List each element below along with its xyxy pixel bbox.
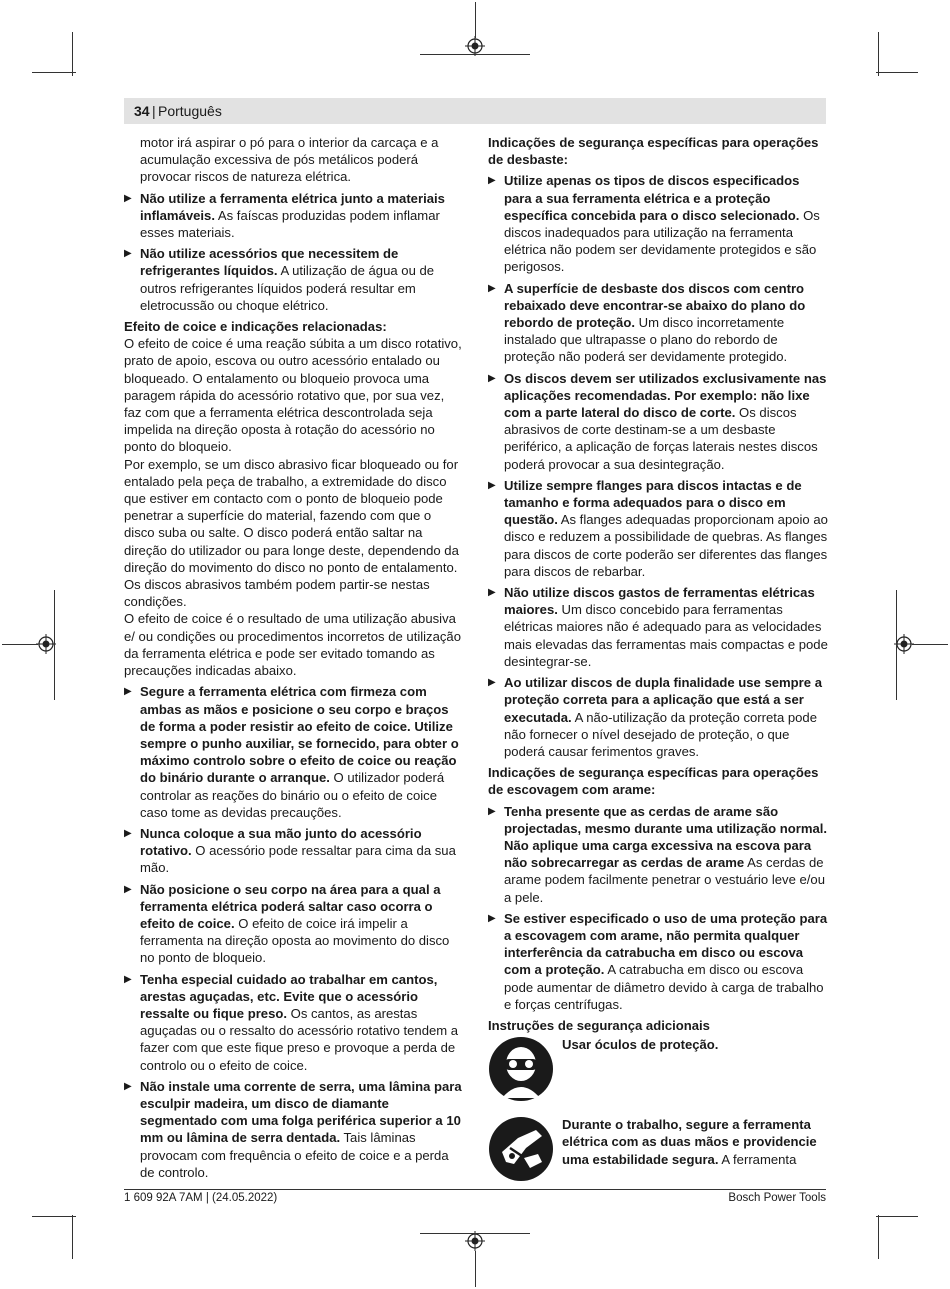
bullet-plain-text: As flanges adequadas proporcionam apoio ao disco e reduzem a possibilidade de quebras. As flanges para discos de corte poderão ser diferentes das flanges para discos de rebarbar. <box>504 512 828 579</box>
bullet-bold-text: Não utilize discos gastos de ferramentas elétricas maiores. <box>504 585 815 618</box>
bullet-item <box>488 172 828 275</box>
bullet-item <box>124 825 464 877</box>
bullet-triangle-icon: ▶ <box>488 479 496 491</box>
bullet-list <box>488 172 828 760</box>
bullet-bold-text: Não utilize acessórios que necessitem de refrigerantes líquidos. <box>140 246 399 279</box>
bullet-bold-text: A superfície de desbaste dos discos com centro rebaixado deve encontrar-se abaixo do plano do rebordo de proteção. <box>504 280 806 331</box>
crop-mark <box>2 644 38 645</box>
bullet-triangle-icon: ▶ <box>124 827 132 839</box>
bullet-plain-text: A utilização de água ou de outros refrigerantes líquidos poderá resultar em eletrocussão ou choque elétrico. <box>140 263 435 313</box>
crop-mark <box>54 590 55 700</box>
bullet-bold-text: Tenha presente que as cerdas de arame são projectadas, mesmo durante uma utilização normal. Não aplique uma carga excessiva na escova para não sobrecarregar as cerdas de arame <box>504 803 828 871</box>
bullet-item <box>124 245 464 314</box>
bullet-triangle-icon: ▶ <box>124 192 132 204</box>
bullet-triangle-icon: ▶ <box>124 883 132 895</box>
bullet-triangle-icon: ▶ <box>488 677 496 689</box>
bullet-bold-text: Utilize apenas os tipos de discos especificados para a sua ferramenta elétrica e a proteção específica concebida para o disco selecionado. <box>504 173 800 223</box>
bullet-bold-text: Não instale uma corrente de serra, uma lâmina para esculpir madeira, um disco de diamante segmentado com uma folga periférica superior a 10 mm ou lâmina de serra dentada. <box>140 1078 462 1146</box>
kickback-paragraph: O efeito de coice é uma reação súbita a um disco rotativo, prato de apoio, escova ou outro acessório entalado ou bloqueado. O entalamento ou bloqueio provoca uma paragem rápida do acessório rotativo que, por sua vez, faz com que a ferramenta elétrica descontrolada seja impelida na direção oposta à rotação do acessório no ponto do bloqueio. <box>124 336 462 455</box>
bullet-plain-text: A não-utilização da proteção correta pode não fornecer o nível desejado de proteção, o que poderá causar ferimentos graves. <box>504 709 817 759</box>
bullet-triangle-icon: ▶ <box>124 686 132 698</box>
crop-mark <box>878 1215 879 1259</box>
bullet-bold-text: Nunca coloque a sua mão junto do acessório rotativo. <box>140 825 422 859</box>
bullet-triangle-icon: ▶ <box>124 1080 132 1092</box>
bullet-item <box>124 683 464 821</box>
bullet-bold-text: Os discos devem ser utilizados exclusivamente nas aplicações recomendadas. Por exemplo: não lixe com a parte lateral do disco de corte. <box>504 370 827 421</box>
bullet-plain-text: Tais lâminas provocam com frequência o efeito de coice e a perda de controlo. <box>140 1130 449 1180</box>
right-column <box>488 134 828 1196</box>
bullet-triangle-icon: ▶ <box>488 587 496 599</box>
registration-mark-icon <box>894 634 914 654</box>
bullet-item <box>488 280 828 366</box>
crop-mark <box>420 1233 530 1234</box>
bullet-bold-text: Utilize sempre flanges para discos intactas e de tamanho e forma adequados para o disco em questão. <box>504 477 802 528</box>
kickback-paragraph: O efeito de coice é o resultado de uma utilização abusiva e/ ou condições ou procedimentos incorretos de utilização da ferramenta elétrica e pode ser evitado tomando as precauções indicadas abaixo. <box>124 611 461 679</box>
crop-mark <box>72 1215 73 1259</box>
bullet-item <box>124 881 464 967</box>
additional-heading: Instruções de segurança adicionais <box>488 1017 710 1033</box>
kickback-heading: Efeito de coice e indicações relacionadas: <box>124 319 387 335</box>
bullet-bold-text: Ao utilizar discos de dupla finalidade use sempre a proteção correta para a aplicação que está a ser executada. <box>504 675 822 725</box>
bullet-triangle-icon: ▶ <box>488 282 496 294</box>
crop-mark <box>896 590 897 700</box>
footer-doc-number: 1 609 92A 7AM | (24.05.2022) <box>124 1192 278 1204</box>
bullet-plain-text: O acessório pode ressaltar para cima da sua mão. <box>140 843 456 876</box>
header-language: Português <box>158 103 222 119</box>
crop-mark <box>32 1216 76 1217</box>
crop-mark <box>72 32 73 76</box>
bullet-plain-text: As cerdas de arame podem facilmente penetrar o vestuário leve e/ou a pele. <box>504 855 825 905</box>
bullet-item <box>124 190 464 242</box>
bullet-triangle-icon: ▶ <box>124 248 132 260</box>
bullet-bold-text: Não posicione o seu corpo na área para a qual a ferramenta elétrica poderá saltar caso ocorra o efeito de coice. <box>140 881 441 931</box>
registration-mark-icon <box>465 36 485 56</box>
bullet-list <box>124 190 464 314</box>
bullet-bold-text: Não utilize a ferramenta elétrica junto a materiais inflamáveis. <box>140 190 445 223</box>
bullet-triangle-icon: ▶ <box>124 973 132 985</box>
two-hands-grip-icon <box>488 1116 554 1182</box>
bullet-item <box>124 1078 464 1181</box>
header-separator: | <box>152 103 156 119</box>
bullet-plain-text: As faíscas produzidas podem inflamar esses materiais. <box>140 207 440 241</box>
page-number: 34 <box>134 103 150 119</box>
crop-mark <box>32 72 76 73</box>
icon-item-two-hands <box>488 1116 828 1196</box>
bullet-item <box>488 477 828 580</box>
bullet-list <box>488 803 828 1013</box>
crop-mark <box>878 32 879 76</box>
bullet-item <box>488 674 828 760</box>
bullet-bold-text: Segure a ferramenta elétrica com firmeza com ambas as mãos e posicione o seu corpo e braços de forma a poder resistir ao efeito de coice. Utilize sempre o punho auxiliar, se fornecido, para obter o máximo controlo sobre o efeito de coice ou reação do binário durante o arranque. <box>140 684 459 786</box>
intro-continuation: motor irá aspirar o pó para o interior da carcaça e a acumulação excessiva de pós metálicos poderá provocar riscos de natureza elétrica. <box>140 135 439 185</box>
footer-rule <box>124 1189 826 1190</box>
bullet-plain-text: O utilizador poderá controlar as reações do binário ou o efeito de coice caso tome as devidas precauções. <box>140 770 445 820</box>
crop-mark <box>475 2 476 38</box>
bullet-item <box>488 803 828 906</box>
crop-mark <box>420 54 530 55</box>
bullet-list <box>124 683 464 1181</box>
icon-item-plain: A ferramenta <box>718 1151 797 1167</box>
bullet-triangle-icon: ▶ <box>488 372 496 384</box>
crop-mark <box>475 1251 476 1287</box>
bullet-bold-text: Se estiver especificado o uso de uma proteção para a escovagem com arame, não permita qualquer interferência da catrabucha em disco ou escova com a proteção. <box>504 910 828 978</box>
crop-mark <box>876 72 918 73</box>
grinding-heading: Indicações de segurança específicas para operações de desbaste: <box>488 135 819 168</box>
page-header <box>124 98 826 124</box>
bullet-item <box>488 910 828 1013</box>
bullet-plain-text: Os discos inadequados para utilização na ferramenta elétrica não podem ser devidamente protegidos e são perigosos. <box>504 207 820 275</box>
bullet-plain-text: Um disco incorretamente instalado que ultrapasse o plano do rebordo de proteção não poderá ser devidamente protegido. <box>504 315 788 365</box>
footer-brand: Bosch Power Tools <box>728 1192 826 1204</box>
kickback-paragraph: Por exemplo, se um disco abrasivo ficar bloqueado ou for entalado pela peça de trabalho, a extremidade do disco que estiver em contacto com o ponto de bloqueio pode penetrar a superfície do material, fazendo com que o disco suba ou salte. O disco poderá então saltar na direção do utilizador ou para longe deste, dependendo da direção do movimento do disco no ponto de entalamento. Os discos abrasivos também podem partir-se nestas condições. <box>124 456 459 610</box>
crop-mark <box>876 1216 918 1217</box>
registration-mark-icon <box>36 634 56 654</box>
bullet-triangle-icon: ▶ <box>488 175 496 187</box>
left-column <box>124 134 464 1185</box>
icon-item-bold: Durante o trabalho, segure a ferramenta elétrica com as duas mãos e providencie uma estabilidade segura. <box>562 1117 817 1167</box>
icon-item-goggles <box>488 1036 828 1116</box>
bullet-triangle-icon: ▶ <box>488 805 496 817</box>
crop-mark <box>912 644 948 645</box>
registration-mark-icon <box>465 1231 485 1251</box>
bullet-plain-text: O efeito de coice irá impelir a ferramenta na direção oposta ao movimento do disco no ponto de bloqueio. <box>140 915 450 966</box>
bullet-triangle-icon: ▶ <box>488 912 496 924</box>
bullet-item <box>124 971 464 1074</box>
brushing-heading: Indicações de segurança específicas para operações de escovagem com arame: <box>488 765 819 798</box>
safety-goggles-icon <box>488 1036 554 1102</box>
bullet-plain-text: A catrabucha em disco ou escova pode aumentar de diâmetro devido à carga de trabalho e forças centrífugas. <box>504 962 824 1012</box>
bullet-item <box>488 370 828 473</box>
bullet-plain-text: Os cantos, as arestas aguçadas ou o ressalto do acessório rotativo tendem a fazer com que este fique preso e provoque a perda de controlo ou o efeito de coice. <box>140 1005 459 1073</box>
bullet-item <box>488 584 828 670</box>
bullet-plain-text: Um disco concebido para ferramentas elétricas maiores não é adequado para as velocidades mais elevadas das ferramentas mais compactas e pode desintegrar-se. <box>504 602 828 669</box>
icon-item-bold: Usar óculos de proteção. <box>562 1037 719 1053</box>
icon-item-text <box>562 1116 830 1168</box>
bullet-plain-text: Os discos abrasivos de corte destinam-se a um desbaste periférico, a aplicação de forças laterais nestes discos poderá provocar a sua desintegração. <box>504 405 818 472</box>
kickback-paragraphs <box>124 335 464 679</box>
icon-item-text <box>562 1036 830 1053</box>
bullet-bold-text: Tenha especial cuidado ao trabalhar em cantos, arestas aguçadas, etc. Evite que o acessório ressalte ou fique preso. <box>140 971 438 1021</box>
